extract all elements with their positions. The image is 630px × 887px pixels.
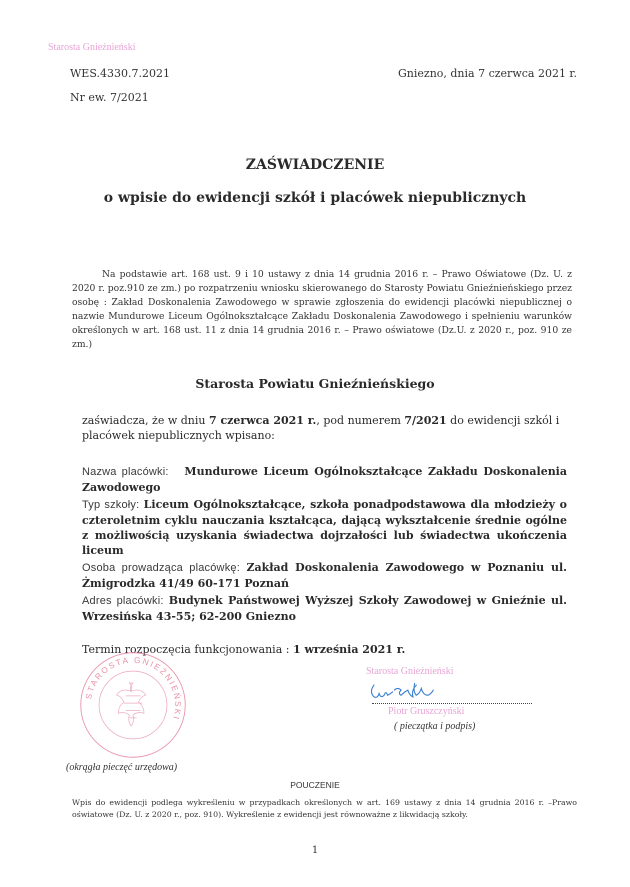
eagle-emblem-icon <box>117 683 146 726</box>
signature-icon <box>362 680 452 702</box>
field-label: Nazwa placówki: <box>82 466 169 478</box>
intro-text: Na podstawie art. 168 ust. 9 i 10 ustawy z dnia 14 grudnia 2016 r. – Prawo Oświatowe (Dz. U. z 2020 r. poz.910 ze zm.) po rozpatrzeniu wniosku skierowanego do Starosty Powiatu Gnieźnieńskiego przez osobę : Zakład Doskonalenia Zawodowego w sprawie zgłoszenia do ewidencji placówki niepublicznej o nazwie Mundurowe Liceum Ogólnokształcące Zakładu Doskonalenia Zawodowego i spełnieniu warunków określonych w art. 168 ust. 11 z dnia 14 grudnia 2016 r. – Prawo oświatowe (Dz.U. z 2020 r., poz. 910 ze zm.) <box>72 269 572 350</box>
certifies-number: 7/2021 <box>404 414 447 427</box>
signature-caption: ( pieczątka i podpis) <box>394 721 476 732</box>
instruction-title: POUCZENIE <box>290 780 340 790</box>
handwritten-signature <box>362 680 452 702</box>
signature-line <box>372 703 532 704</box>
start-date-value: 1 września 2021 r. <box>292 643 406 656</box>
reference-number: WES.4330.7.2021 <box>70 67 170 80</box>
official-seal <box>78 650 188 760</box>
field-value: Zakład Doskonalenia Zawodowego w Poznaniu ul. Żmigrodzka 41/49 60-171 Poznań <box>82 561 568 590</box>
certifies-suffix: do ewidencji szkól i placówek niepublicznych wpisano: <box>82 414 560 442</box>
field-label: Typ szkoły: <box>82 499 140 511</box>
signature-office-stamp: Starosta Gnieźnieński <box>366 666 454 677</box>
document-title: ZAŚWIADCZENIE <box>245 157 385 173</box>
certification-statement <box>82 413 567 443</box>
document-subtitle: o wpisie do ewidencji szkół i placówek niepublicznych <box>103 190 527 206</box>
field-school-type <box>82 497 567 558</box>
field-value: Budynek Państwowej Wyższej Szkoły Zawodowej w Gnieźnie ul. Wrzesińska 43-55; 62-200 Gniezno <box>82 594 567 623</box>
signatory-name-stamp: Piotr Gruszczyński <box>388 706 465 717</box>
place-and-date: Gniezno, dnia 7 czerwca 2021 r. <box>398 67 577 80</box>
field-value: Mundurowe Liceum Ogólnokształcące Zakładu Doskonalenia Zawodowego <box>82 465 567 494</box>
page-number: 1 <box>311 845 319 856</box>
fields-block <box>82 464 567 657</box>
certifies-prefix: zaświadcza, że w dniu <box>82 414 209 427</box>
authority-heading: Starosta Powiatu Gnieźnieńskiego <box>195 376 435 391</box>
intro-paragraph <box>72 268 572 352</box>
field-label: Osoba prowadząca placówkę: <box>82 562 240 574</box>
top-office-stamp: Starosta Gnieźnieński <box>48 42 136 53</box>
start-date-label: Termin rozpoczęcia funkcjonowania : <box>82 643 293 656</box>
seal-icon <box>78 650 188 760</box>
certifies-date: 7 czerwca 2021 r. <box>208 414 317 427</box>
field-institution-name <box>82 464 567 495</box>
field-label: Adres placówki: <box>82 595 164 607</box>
registry-number: Nr ew. 7/2021 <box>70 91 149 104</box>
seal-ring-text: STAROSTA GNIEŹNIEŃSKI <box>84 655 183 722</box>
field-value: Liceum Ogólnokształcące, szkoła ponadpodstawowa dla młodzieży o czteroletnim cyklu nauczania kształcąca, dającą wykształcenie średnie ogólne z możliwością uzyskania świadectwa dojrzałości lub świadectwa ukończenia liceum <box>82 498 567 557</box>
certifies-middle: , pod numerem <box>316 414 405 427</box>
field-address <box>82 593 567 624</box>
seal-caption: (okrągła pieczęć urzędowa) <box>66 762 178 773</box>
instruction-text: Wpis do ewidencji podlega wykreśleniu w przypadkach określonych w art. 169 ustawy z dnia 14 grudnia 2016 r. –Prawo oświatowe (Dz. U. z 2020 r., poz. 910). Wykreślenie z ewidencji jest równoważne z likwidacją szkoły. <box>72 798 577 819</box>
field-operator <box>82 560 567 591</box>
